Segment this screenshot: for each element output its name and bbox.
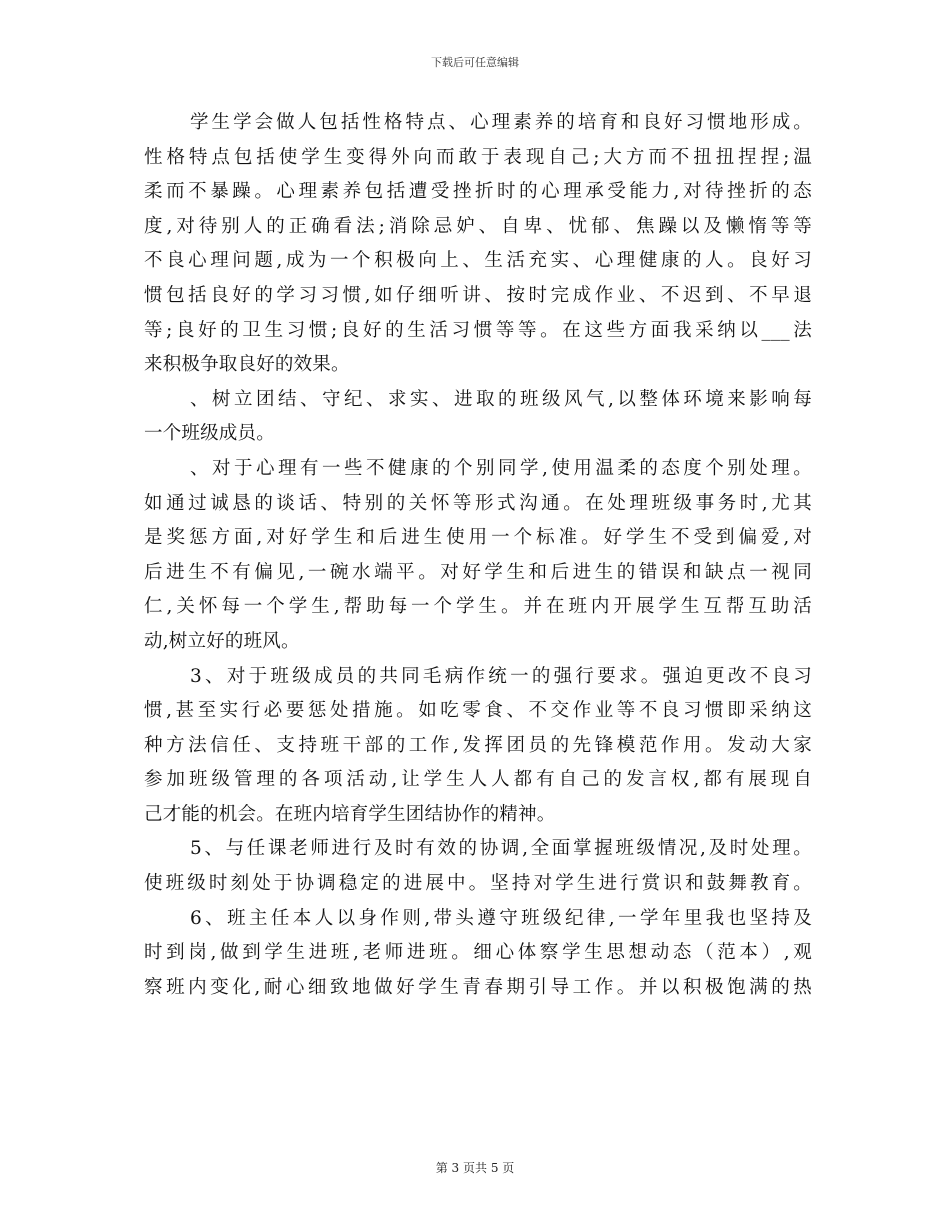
text-line: 使班级时刻处于协调稳定的进展中。坚持对学生进行赏识和鼓舞教育。 [144, 873, 812, 895]
page-number-footer: 第 3 页共 5 页 [435, 1161, 515, 1175]
text-line: 种方法信任、支持班干部的工作,发挥团员的先锋模范作用。发动大家 [144, 734, 812, 756]
text-line: 学生学会做人包括性格特点、心理素养的培育和良好习惯地形成。 [190, 112, 812, 133]
text-line: 5、与任课老师进行及时有效的协调,全面掌握班级情况,及时处理。 [190, 838, 812, 860]
text-line: 一个班级成员。 [144, 423, 275, 445]
text-line: 不良心理问题,成为一个积极向上、生活充实、心理健康的人。良好习 [144, 250, 812, 272]
text-line: 惯,甚至实行必要惩处措施。如吃零食、不交作业等不良习惯即采纳这 [144, 700, 812, 722]
text-line: 己才能的机会。在班内培育学生团结协作的精神。 [144, 803, 556, 825]
text-line: 察班内变化,耐心细致地做好学生青春期引导工作。并以积极饱满的热 [144, 976, 812, 998]
text-line: 度,对待别人的正确看法;消除忌妒、自卑、忧郁、焦躁以及懒惰等等 [144, 215, 812, 237]
text-line: 柔而不暴躁。心理素养包括遭受挫折时的心理承受能力,对待挫折的态 [144, 181, 812, 203]
text-line: 6、班主任本人以身作则,带头遵守班级纪律,一学年里我也坚持及 [190, 907, 812, 929]
text-line: 仁,关怀每一个学生,帮助每一个学生。并在班内开展学生互帮互助活 [144, 596, 812, 618]
text-line: 惯包括良好的学习习惯,如仔细听讲、按时完成作业、不迟到、不早退 [144, 284, 812, 306]
text-line: 性格特点包括使学生变得外向而敢于表现自己;大方而不扭扭捏捏;温 [144, 146, 812, 168]
text-line: 等;良好的卫生习惯;良好的生活习惯等等。在这些方面我采纳以___法 [144, 319, 812, 341]
document-body [144, 106, 812, 1005]
text-line: 、树立团结、守纪、求实、进取的班级风气,以整体环境来影响每 [190, 388, 812, 410]
text-line: 3、对于班级成员的共同毛病作统一的强行要求。强迫更改不良习 [190, 665, 812, 687]
page-header: 下载后可任意编辑 [431, 56, 519, 69]
text-line: 时到岗,做到学生进班,老师进班。细心体察学生思想动态（范本）,观 [144, 942, 812, 964]
text-line: 来积极争取良好的效果。 [144, 354, 350, 376]
text-line: 动,树立好的班风。 [144, 630, 300, 652]
text-line: 如通过诚恳的谈话、特别的关怀等形式沟通。在处理班级事务时,尤其 [144, 492, 812, 514]
text-line: 、对于心理有一些不健康的个别同学,使用温柔的态度个别处理。 [190, 457, 812, 479]
text-line: 参加班级管理的各项活动,让学生人人都有自己的发言权,都有展现自 [144, 769, 812, 791]
text-line: 是奖惩方面,对好学生和后进生使用一个标准。好学生不受到偏爱,对 [144, 527, 812, 549]
text-line: 后进生不有偏见,一碗水端平。对好学生和后进生的错误和缺点一视同 [144, 561, 812, 583]
